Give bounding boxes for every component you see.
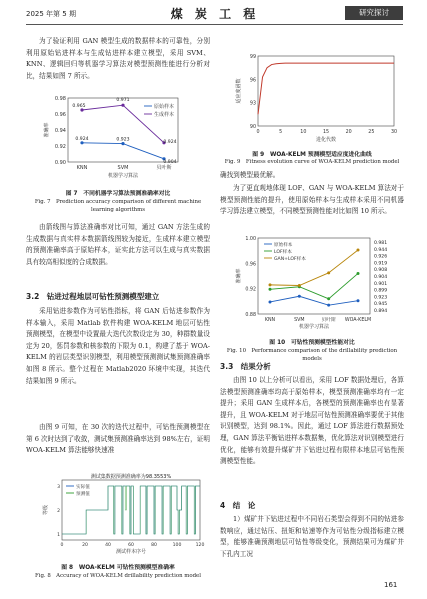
fig8-caption-en: Fig. 8 Accuracy of WOA-KELM drillability prediction model [35,573,201,579]
figure-9 [232,50,402,146]
x-tick-label: SVM [117,165,129,171]
fig10-caption-en: Fig. 10 Performance comparison of the drillability prediction models [226,348,398,362]
legend-label: 原始样本 [154,104,175,110]
y-tick-label: 1.00 [245,237,256,242]
x-tick-label: 80 [151,543,157,548]
y-tick-label: 1 [57,533,60,538]
chart-title: 测试集数据预测准确率为98.3553% [90,474,172,480]
paragraph-gan-validation: 为了验证利用 GAN 模型生成的数据样本的可靠性，分别利用原始钻进样本与生成钻进样本建立模型，采用 SVM、KNN、逻辑回归等机器学习算法对模型预测性能进行分析对比，结果如图 7 所示。 [26,37,210,80]
y-tick-label: 0.96 [54,112,66,118]
legend-label: 原始样本 [274,243,293,248]
legend-label: 生成样本 [154,112,175,118]
x-tick-label: 5 [279,130,283,135]
fig9-caption-cn: 图 9 WOA-KELM 预测模型适应度进化曲线 [252,152,372,158]
section-3-2-title: 3.2 钻进过程地层可钻性预测模型建立 [26,292,160,301]
x-tick-label: 贝叶斯 [156,165,172,171]
fig9-caption-en: Fig. 9 Fitness evolution curve of WOA-KELM prediction model [224,159,400,165]
x-tick-label: 30 [390,130,398,135]
series-line [270,273,358,298]
y-tick-label: 0.98 [54,96,66,102]
figure-8 [40,470,210,560]
fig10-caption-cn: 图 10 可钻性预测模型性能对比 [269,340,355,346]
fig8-caption-cn: 图 8 WOA-KELM 可钻性预测模型准确率 [61,565,175,571]
data-label: 0.899 [374,288,388,294]
y-tick-label: 0.92 [54,144,66,150]
x-tick-label: 25 [368,130,375,135]
paragraph-analysis: 由图 10 以上分析可以看出，采用 LOF 数据处理后，各算法模型预测准确率均高于原始样本，模型预测准确率均有一定提升；采用 GAN 生成样本后，各模型的预测准确率也有显著提升，且 WOA-KELM 对于地层可钻性预测准确率要优于其他识别模型，达到 98.1%。因此，通过 LOF 算法进行数据预处理，GAN 算法平衡钻进样本数据集，优化算法对识别模型进行优化，能够有效提升煤矿井下钻进过程有限样本地层可钻性预测模型性能。 [220,376,404,466]
paragraph-comparison-intro: 为了更直观地体现 LOF、GAN 与 WOA-KELM 算法对于模型预测性能的提升，使用原始样本与生成样本采用不同机器学习算法建立模型，不同模型预测性能对比如图 10 所示。 [220,184,404,216]
legend-label: LOF样本 [274,250,292,255]
data-point [327,271,330,274]
fig7-caption-en: Fig. 7 Prediction accuracy comparison of different machine learning algorithms [34,199,202,213]
data-point [357,299,360,302]
legend-label: GAN+LOF样本 [274,257,306,262]
data-label: 0.924 [75,136,89,142]
y-tick-label: 90 [249,125,256,130]
fig10-chart [232,234,404,334]
x-tick-label: 100 [172,543,182,548]
paragraph-convergence: 由图 9 可知，在 30 次的迭代过程中，可钻性预测模型在第 6 次时达到了收敛，测试集预测准确率达到 98%左右，证明 WOA-KELM 算法能够快速准 [26,423,210,455]
x-axis-label: 测试样本序号 [115,549,147,555]
data-label: 0.944 [374,247,388,253]
y-tick-label: 0.94 [54,128,66,134]
x-axis-label: 机器学习算法 [298,324,330,330]
data-label: 0.945 [374,302,388,308]
x-tick-label: 60 [128,543,134,548]
fig7-caption-cn: 图 7 不同机器学习算法预测准确率对比 [65,191,171,197]
plot-frame [258,56,394,126]
series-line [270,250,358,285]
data-label: 0.923 [116,137,130,143]
figure-7 [40,92,210,184]
section-3-3-title: 3.3 结果分析 [220,362,271,371]
x-axis-label: 进化代数 [315,137,337,143]
fig8-chart [40,470,210,560]
y-axis-label: 准确率 [236,268,242,284]
y-tick-label: 96 [249,78,256,84]
fitness-curve [258,63,394,114]
y-tick-label: 93 [249,101,256,107]
data-point [327,304,330,307]
y-axis-label: 适应度函数 [236,78,242,104]
paragraph-gan-result: 由箭线图与算法准确率对比可知，通过 GAN 方法生成的生成数据与真实样本数据箭线图较为接近，生成样本建立模型的预测准确率高于原始样本，证实此方法可以生成与真实数据具有较高相似度的合成数据。 [26,223,210,266]
data-label: 0.908 [374,268,388,274]
x-tick-label: 0 [60,543,64,548]
x-tick-label: SVM [294,318,305,323]
x-tick-label: 20 [82,543,88,548]
x-tick-label: 贝叶斯 [321,318,336,323]
data-label: 0.965 [72,104,86,109]
section-4-title: 4 结 论 [220,501,256,510]
data-point [298,284,301,287]
y-tick-label: 0.90 [54,160,66,166]
data-point [269,288,272,291]
y-axis-label: 等级 [43,504,49,516]
data-point [298,295,301,298]
x-tick-label: KNN [76,165,88,171]
x-axis-label: 机器学习算法 [107,173,139,179]
y-tick-label: 99 [249,55,256,60]
series-line [270,296,358,305]
data-label: 0.894 [374,309,388,314]
y-tick-label: 2 [57,509,60,514]
x-tick-label: 40 [105,543,111,548]
y-tick-label: 3 [57,485,60,490]
section-badge: 研究探讨 [345,6,403,20]
legend-label: 预测值 [76,492,90,497]
x-tick-label: 15 [322,130,330,135]
figure-10 [232,234,404,334]
page-number: 161 [384,581,398,589]
data-label: 0.901 [374,281,388,287]
y-axis-label: 准确率 [44,122,50,138]
x-tick-label: WOA-KELM [344,318,372,323]
data-label: 0.904 [374,275,388,280]
y-tick-label: 0.92 [245,287,256,293]
paragraph-model-setup: 采用钻进参数作为可钻性指标，将 GAN 后钻进参数作为样本输入，采用 Matlab 软件构建 WOA-KELM 地层可钻性预测模型，在模型中设置最大迭代次数设定为 30，种群数量设定为 20，惩罚参数和核参数的下限为 0.1，构建了基于 WOA-KELM 的岩层类型识别模型，利用模型预测测试集预测准确率如图 8 所示。整个过程在 Matlab2020 环境中实现，其迭代结果如图 9 所示。 [26,307,210,385]
data-label: 0.981 [374,241,388,246]
x-tick-label: 10 [300,130,307,135]
fig9-chart [232,50,402,146]
data-point [357,272,360,275]
data-point [327,297,330,300]
x-tick-label: 20 [345,130,352,135]
x-tick-label: 120 [195,543,205,548]
journal-title: 煤 炭 工 程 [170,7,260,21]
x-tick-label: KNN [264,318,276,323]
y-tick-label: 0.96 [245,262,256,268]
data-label: 0.924 [163,139,177,145]
data-label: 0.904 [163,159,177,165]
y-tick-label: 0.88 [245,313,256,318]
fig7-chart [40,92,210,184]
paragraph-optimal: 确找到模型最优解。 [220,171,280,179]
data-point [269,300,272,303]
legend-label: 实际值 [76,485,90,490]
x-tick-label: 0 [256,130,260,135]
data-label: 0.971 [116,98,130,104]
data-point [121,104,124,107]
data-point [269,283,272,286]
issue-label: 2025 年第 5 期 [26,10,76,18]
paragraph-conclusion: 1）煤矿井下钻进过程中不同岩石类型会得到不同的钻进参数响应，通过钻压、扭矩和钻速等作为可钻性分级指标建立模型，能够准确预测地层可钻性等级变化，预测结果可为煤矿井下孔内工况 [220,515,404,558]
data-label: 0.923 [374,295,388,301]
data-point [357,249,360,252]
data-label: 0.926 [374,254,388,260]
page-header [0,0,427,26]
data-label: 0.919 [374,261,388,267]
header-rule [26,24,403,25]
